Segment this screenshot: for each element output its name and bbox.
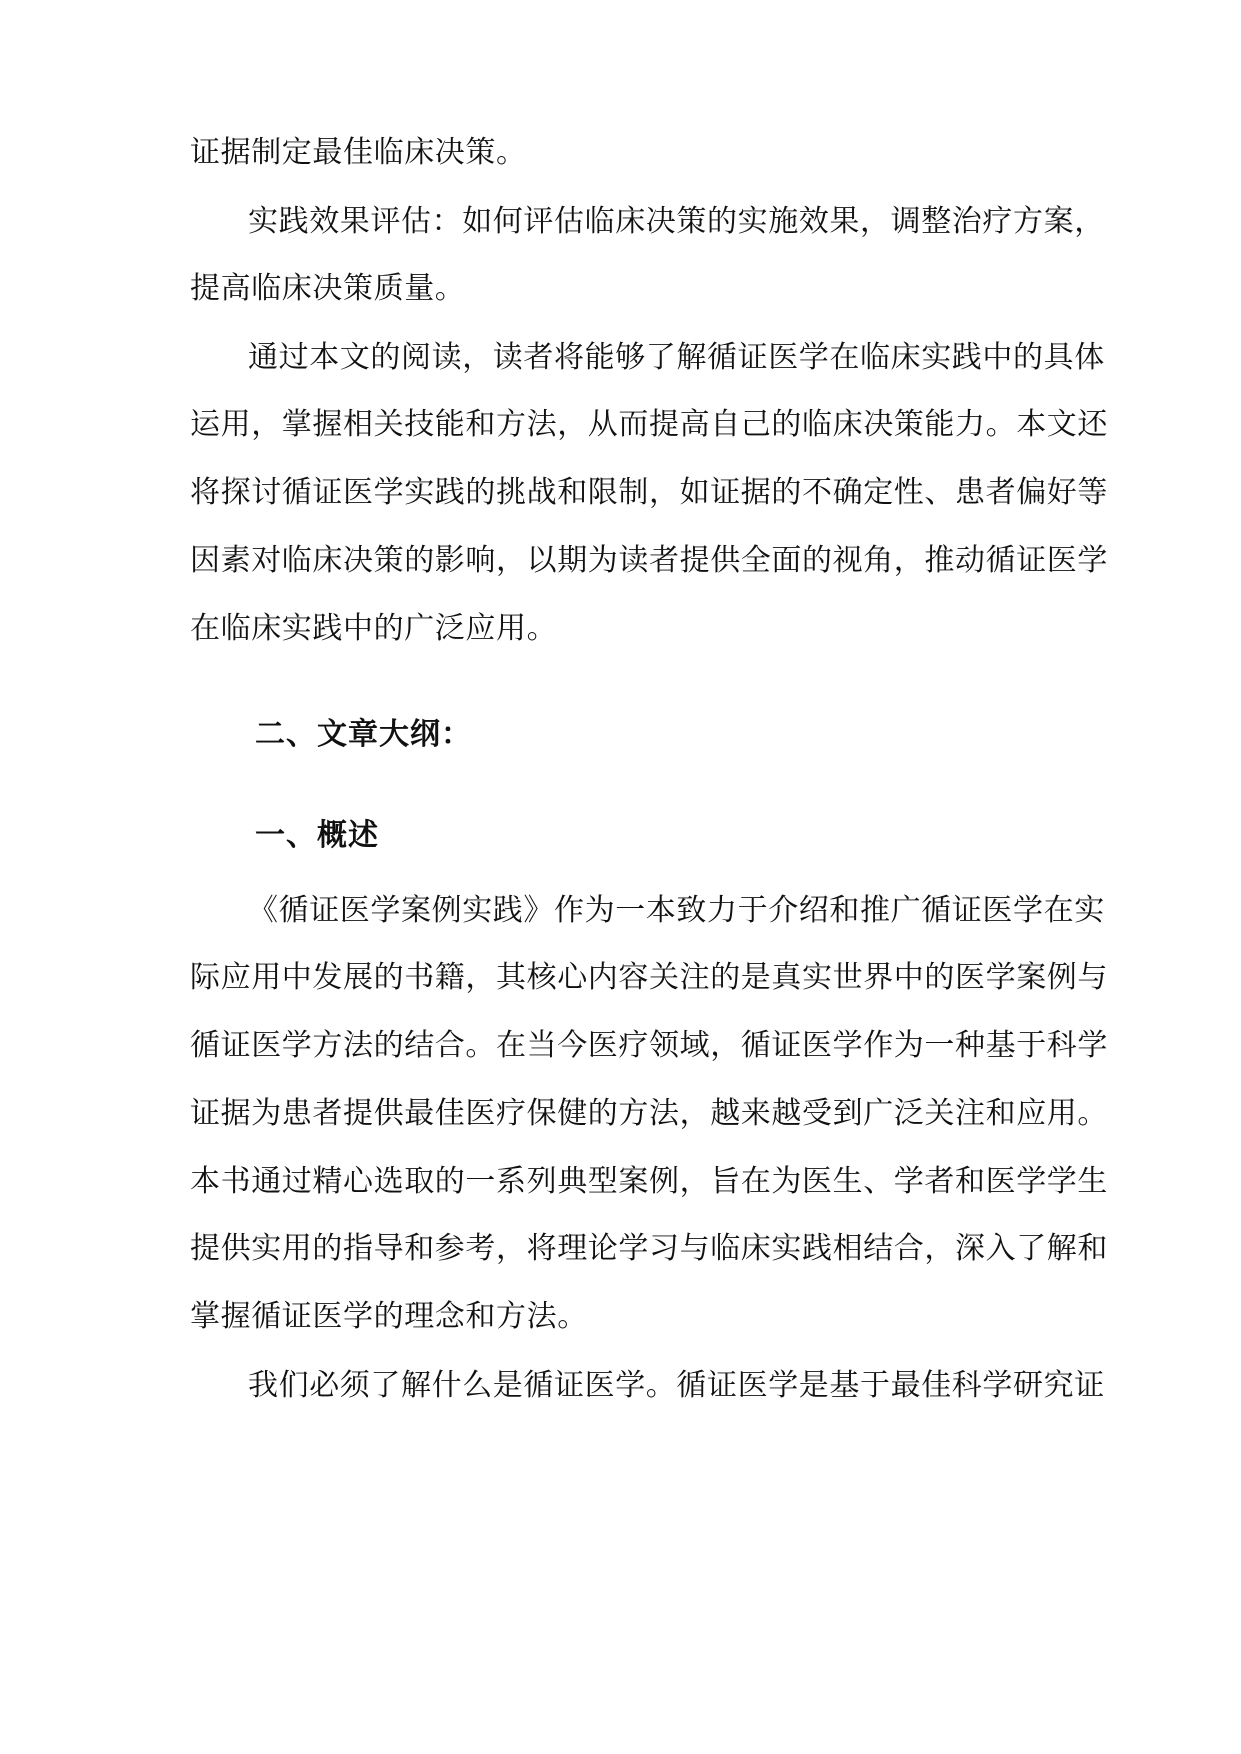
paragraph-line: 因素对临床决策的影响，以期为读者提供全面的视角，推动循证医学 — [190, 543, 1108, 578]
section-heading-outline: 二、文章大纲： — [255, 717, 472, 752]
paragraph-line: 在临床实践中的广泛应用。 — [190, 611, 558, 646]
paragraph-line: 循证医学方法的结合。在当今医疗领域，循证医学作为一种基于科学 — [190, 1028, 1108, 1063]
section-heading-overview: 一、概述 — [255, 818, 379, 853]
paragraph-line: 掌握循证医学的理念和方法。 — [190, 1299, 588, 1334]
paragraph-line: 证据为患者提供最佳医疗保健的方法，越来越受到广泛关注和应用。 — [190, 1096, 1108, 1131]
paragraph-line: 将探讨循证医学实践的挑战和限制，如证据的不确定性、患者偏好等 — [190, 475, 1108, 510]
paragraph-line: 证据制定最佳临床决策。 — [190, 135, 527, 170]
paragraph-line: 提高临床决策质量。 — [190, 271, 466, 306]
paragraph-line: 本书通过精心选取的一系列典型案例，旨在为医生、学者和医学学生 — [190, 1164, 1108, 1199]
paragraph-line: 《循证医学案例实践》作为一本致力于介绍和推广循证医学在实 — [248, 893, 1105, 928]
paragraph-line: 运用，掌握相关技能和方法，从而提高自己的临床决策能力。本文还 — [190, 407, 1108, 442]
paragraph-line: 我们必须了解什么是循证医学。循证医学是基于最佳科学研究证 — [248, 1368, 1105, 1403]
paragraph-line: 实践效果评估：如何评估临床决策的实施效果，调整治疗方案， — [248, 204, 1105, 239]
paragraph-line: 提供实用的指导和参考，将理论学习与临床实践相结合，深入了解和 — [190, 1231, 1108, 1266]
paragraph-line: 通过本文的阅读，读者将能够了解循证医学在临床实践中的具体 — [248, 340, 1105, 375]
paragraph-line: 际应用中发展的书籍，其核心内容关注的是真实世界中的医学案例与 — [190, 960, 1108, 995]
